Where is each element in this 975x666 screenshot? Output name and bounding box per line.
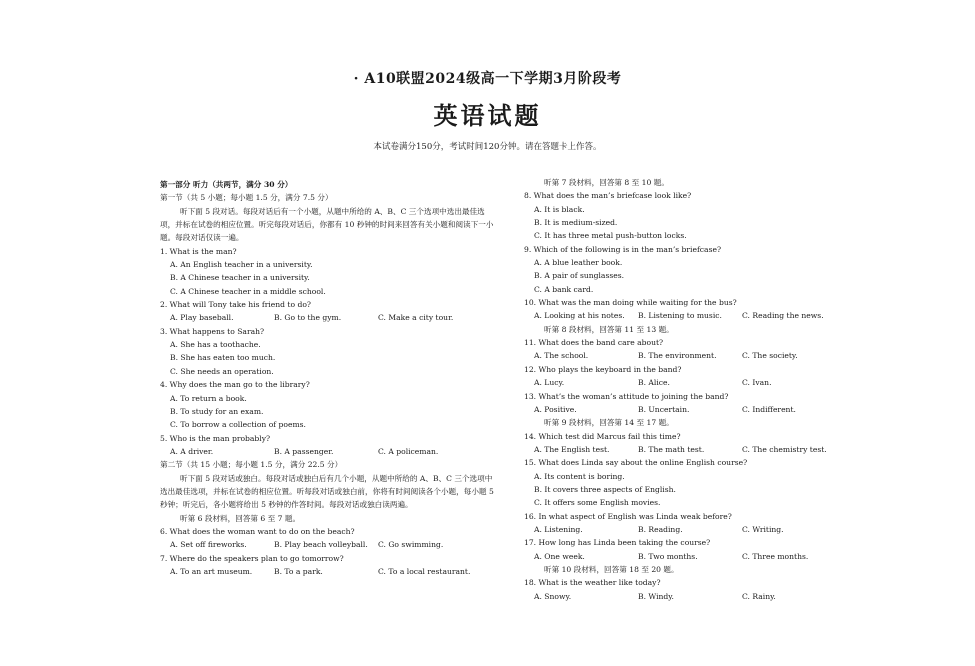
option: B. It is medium-sized. xyxy=(534,218,618,228)
option: C. To borrow a collection of poems. xyxy=(170,420,306,430)
option: A. An English teacher in a university. xyxy=(170,260,313,270)
option: A. Looking at his notes. xyxy=(534,311,625,321)
option: B. The math test. xyxy=(638,444,705,454)
right-column xyxy=(524,176,844,603)
option: A. Its content is boring. xyxy=(534,471,625,481)
question: 2. What will Tony take his friend to do? xyxy=(160,300,311,310)
option: B. The environment. xyxy=(638,351,717,361)
option: A. Positive. xyxy=(534,404,577,414)
section-instructions: 听下面 5 段对话。每段对话后有一个小题，从题中所给的 A、B、C 三个选项中选出最佳选项，并标在试卷的相应位置。听完每段对话后，你都有 10 秒钟的时间来回答有关小题和阅读下一小题。每段对话仅读一遍。 xyxy=(160,206,494,243)
option: A. One week. xyxy=(534,551,585,561)
option: B. A pair of sunglasses. xyxy=(534,271,625,281)
option: B. Reading. xyxy=(638,524,683,534)
question: 9. Which of the following is in the man’s briefcase? xyxy=(524,244,722,254)
option: C. Reading the news. xyxy=(742,311,824,321)
option: A. She has a toothache. xyxy=(170,340,261,350)
section-heading: 第一节（共 5 小题；每小题 1.5 分，满分 7.5 分） xyxy=(160,193,333,203)
option: C. Indifferent. xyxy=(742,404,796,414)
option-row xyxy=(160,565,495,578)
option: C. To a local restaurant. xyxy=(378,566,471,576)
option: C. A policeman. xyxy=(378,446,439,456)
material-heading: 听第 8 段材料，回答第 11 至 13 题。 xyxy=(544,324,674,334)
left-column xyxy=(160,178,495,578)
material-heading: 听第 6 段材料，回答第 6 至 7 题。 xyxy=(180,513,301,523)
option: B. A Chinese teacher in a university. xyxy=(170,273,310,283)
question: 15. What does Linda say about the online English course? xyxy=(524,458,748,468)
subject-title: 英语试题 xyxy=(433,101,542,130)
option: A. Lucy. xyxy=(534,378,565,388)
question: 10. What was the man doing while waiting for the bus? xyxy=(524,298,737,308)
option: B. She has eaten too much. xyxy=(170,353,276,363)
question: 4. Why does the man go to the library? xyxy=(160,380,310,390)
option: B. Go to the gym. xyxy=(274,313,342,323)
option: A. A blue leather book. xyxy=(534,258,623,268)
option: C. A Chinese teacher in a middle school. xyxy=(170,286,326,296)
option: B. Listening to music. xyxy=(638,311,722,321)
option-row xyxy=(524,309,844,322)
question: 17. How long has Linda been taking the course? xyxy=(524,538,711,548)
option: C. Writing. xyxy=(742,524,784,534)
exam-note: 本试卷满分150分，考试时间120分钟。请在答题卡上作答。 xyxy=(373,142,602,152)
option: C. A bank card. xyxy=(534,284,594,294)
section-instructions: 听下面 5 段对话或独白。每段对话或独白后有几个小题，从题中所给的 A、B、C 三个选项中选出最佳选项，并标在试卷的相应位置。听每段对话或独白前，你将有时间阅读各个小题，每小题 5 秒钟；听完后，各小题将给出 5 秒钟的作答时间。每段对话或独白读两遍。 xyxy=(160,473,494,510)
option: B. Windy. xyxy=(638,591,674,601)
option-row xyxy=(524,590,844,603)
option: B. Uncertain. xyxy=(638,404,690,414)
question: 7. Where do the speakers plan to go tomorrow? xyxy=(160,553,344,563)
option: B. Two months. xyxy=(638,551,698,561)
option-row xyxy=(160,311,495,324)
option-row xyxy=(524,523,844,536)
option: C. She needs an operation. xyxy=(170,366,274,376)
question: 13. What’s the woman’s attitude to joining the band? xyxy=(524,391,729,401)
option-row xyxy=(524,349,844,362)
option-row xyxy=(524,443,844,456)
option: A. The school. xyxy=(534,351,589,361)
part-heading: 第一部分 听力（共两节，满分 30 分） xyxy=(160,180,293,189)
question: 1. What is the man? xyxy=(160,246,237,256)
option: B. Play beach volleyball. xyxy=(274,540,368,550)
question: 11. What does the band care about? xyxy=(524,338,664,348)
section-heading: 第二节（共 15 小题；每小题 1.5 分，满分 22.5 分） xyxy=(160,460,343,470)
option: A. A driver. xyxy=(170,446,214,456)
question: 12. Who plays the keyboard in the band? xyxy=(524,364,682,374)
question: 6. What does the woman want to do on the beach? xyxy=(160,526,355,536)
material-heading: 听第 9 段材料，回答第 14 至 17 题。 xyxy=(544,418,674,428)
question: 16. In what aspect of English was Linda weak before? xyxy=(524,511,732,521)
material-heading: 听第 7 段材料，回答第 8 至 10 题。 xyxy=(544,178,669,187)
option: C. Make a city tour. xyxy=(378,313,454,323)
option: A. To an art museum. xyxy=(170,566,253,576)
option: C. Go swimming. xyxy=(378,540,444,550)
option-row xyxy=(160,538,495,551)
option: A. Snowy. xyxy=(534,591,572,601)
material-heading: 听第 10 段材料，回答第 18 至 20 题。 xyxy=(544,564,679,574)
option: C. Rainy. xyxy=(742,591,776,601)
question: 3. What happens to Sarah? xyxy=(160,326,265,336)
option: C. It has three metal push-button locks. xyxy=(534,231,687,241)
option-row xyxy=(524,403,844,416)
question: 14. Which test did Marcus fail this time? xyxy=(524,431,681,441)
option: B. It covers three aspects of English. xyxy=(534,484,676,494)
question: 5. Who is the man probably? xyxy=(160,433,271,443)
exam-title: · A10联盟2024级高一下学期3月阶段考 xyxy=(353,71,622,87)
option: A. Listening. xyxy=(534,524,583,534)
option: B. To a park. xyxy=(274,566,323,576)
option: C. Three months. xyxy=(742,551,809,561)
option: A. Play baseball. xyxy=(170,313,234,323)
question: 18. What is the weather like today? xyxy=(524,578,661,588)
option-row xyxy=(524,376,844,389)
option: C. Ivan. xyxy=(742,378,772,388)
option-row xyxy=(160,445,495,458)
option: C. It offers some English movies. xyxy=(534,498,661,508)
option: A. It is black. xyxy=(534,204,585,214)
option: B. Alice. xyxy=(638,378,670,388)
option: A. To return a book. xyxy=(170,393,247,403)
option-row xyxy=(524,550,844,563)
option: A. The English test. xyxy=(534,444,610,454)
option: C. The chemistry test. xyxy=(742,444,827,454)
question: 8. What does the man’s briefcase look like? xyxy=(524,191,692,201)
option: A. Set off fireworks. xyxy=(170,540,247,550)
option: B. To study for an exam. xyxy=(170,406,264,416)
option: B. A passenger. xyxy=(274,446,334,456)
option: C. The society. xyxy=(742,351,798,361)
